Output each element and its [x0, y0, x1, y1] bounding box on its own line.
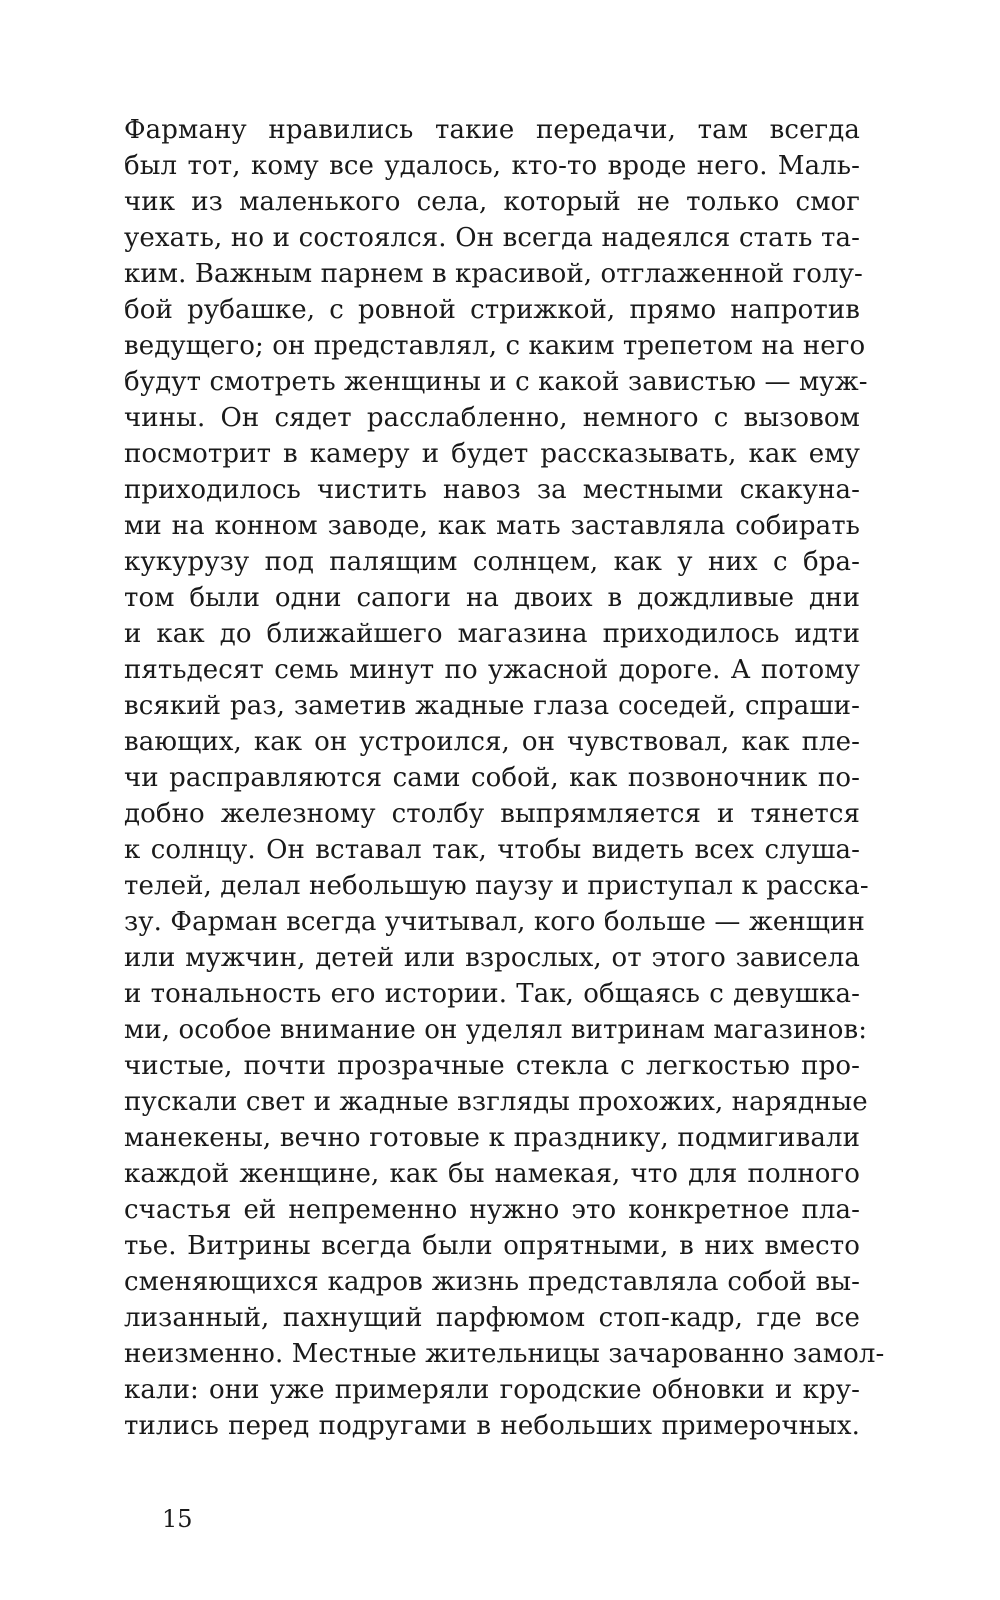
text-line: Фарману нравились такие передачи, там всегда — [124, 115, 860, 145]
text-line: добно железному столбу выпрямляется и тянется — [124, 799, 860, 829]
text-line: чик из маленького села, который не только смог — [124, 187, 860, 217]
text-line: и тональность его истории. Так, общаясь с девушка- — [124, 979, 860, 1009]
body-text — [124, 112, 885, 1444]
text-line: бой рубашке, с ровной стрижкой, прямо напротив — [124, 295, 860, 325]
text-line: телей, делал небольшую паузу и приступал к расска- — [124, 871, 869, 901]
text-line: сменяющихся кадров жизнь представляла собой вы- — [124, 1267, 860, 1297]
text-line: каждой женщине, как бы намекая, что для полного — [124, 1159, 860, 1189]
text-line: неизменно. Местные жительницы зачарованно замол- — [124, 1339, 885, 1369]
text-line: тье. Витрины всегда были опрятными, в них вместо — [124, 1231, 860, 1261]
text-line: был тот, кому все удалось, кто-то вроде него. Маль- — [124, 151, 860, 181]
page-number: 15 — [162, 1505, 193, 1533]
text-line: лизанный, пахнущий парфюмом стоп-кадр, где все — [124, 1303, 860, 1333]
text-line: ми на конном заводе, как мать заставляла собирать — [124, 511, 860, 541]
text-line: уехать, но и состоялся. Он всегда надеялся стать та- — [124, 223, 860, 253]
text-line: чи расправляются сами собой, как позвоночник по- — [124, 763, 860, 793]
text-line: всякий раз, заметив жадные глаза соседей, спраши- — [124, 691, 860, 721]
text-line: кукурузу под палящим солнцем, как у них с бра- — [124, 547, 860, 577]
text-line: вающих, как он устроился, он чувствовал, как пле- — [124, 727, 860, 757]
text-line: пускали свет и жадные взгляды прохожих, нарядные — [124, 1087, 868, 1117]
text-line: или мужчин, детей или взрослых, от этого зависела — [124, 943, 860, 973]
text-line: чистые, почти прозрачные стекла с легкостью про- — [124, 1051, 860, 1081]
text-line: ким. Важным парнем в красивой, отглаженной голу- — [124, 259, 863, 289]
text-line: манекены, вечно готовые к празднику, подмигивали — [124, 1123, 860, 1153]
text-line: к солнцу. Он вставал так, чтобы видеть всех слуша- — [124, 835, 860, 865]
text-line: и как до ближайшего магазина приходилось идти — [124, 619, 860, 649]
text-line: чины. Он сядет расслабленно, немного с вызовом — [124, 403, 860, 433]
text-line: тились перед подругами в небольших примерочных. — [124, 1411, 860, 1441]
text-line: приходилось чистить навоз за местными скакуна- — [124, 475, 860, 505]
text-line: будут смотреть женщины и с какой завистью — муж- — [124, 367, 868, 397]
text-line: кали: они уже примеряли городские обновки и кру- — [124, 1375, 860, 1405]
text-line: счастья ей непременно нужно это конкретное пла- — [124, 1195, 860, 1225]
text-line: ми, особое внимание он уделял витринам магазинов: — [124, 1015, 868, 1045]
text-line: ведущего; он представлял, с каким трепетом на него — [124, 331, 866, 361]
text-line: пятьдесят семь минут по ужасной дороге. А потому — [124, 655, 860, 685]
text-line: зу. Фарман всегда учитывал, кого больше — женщин — [124, 907, 865, 937]
text-line: том были одни сапоги на двоих в дождливые дни — [124, 583, 860, 613]
text-line: посмотрит в камеру и будет рассказывать, как ему — [124, 439, 860, 469]
